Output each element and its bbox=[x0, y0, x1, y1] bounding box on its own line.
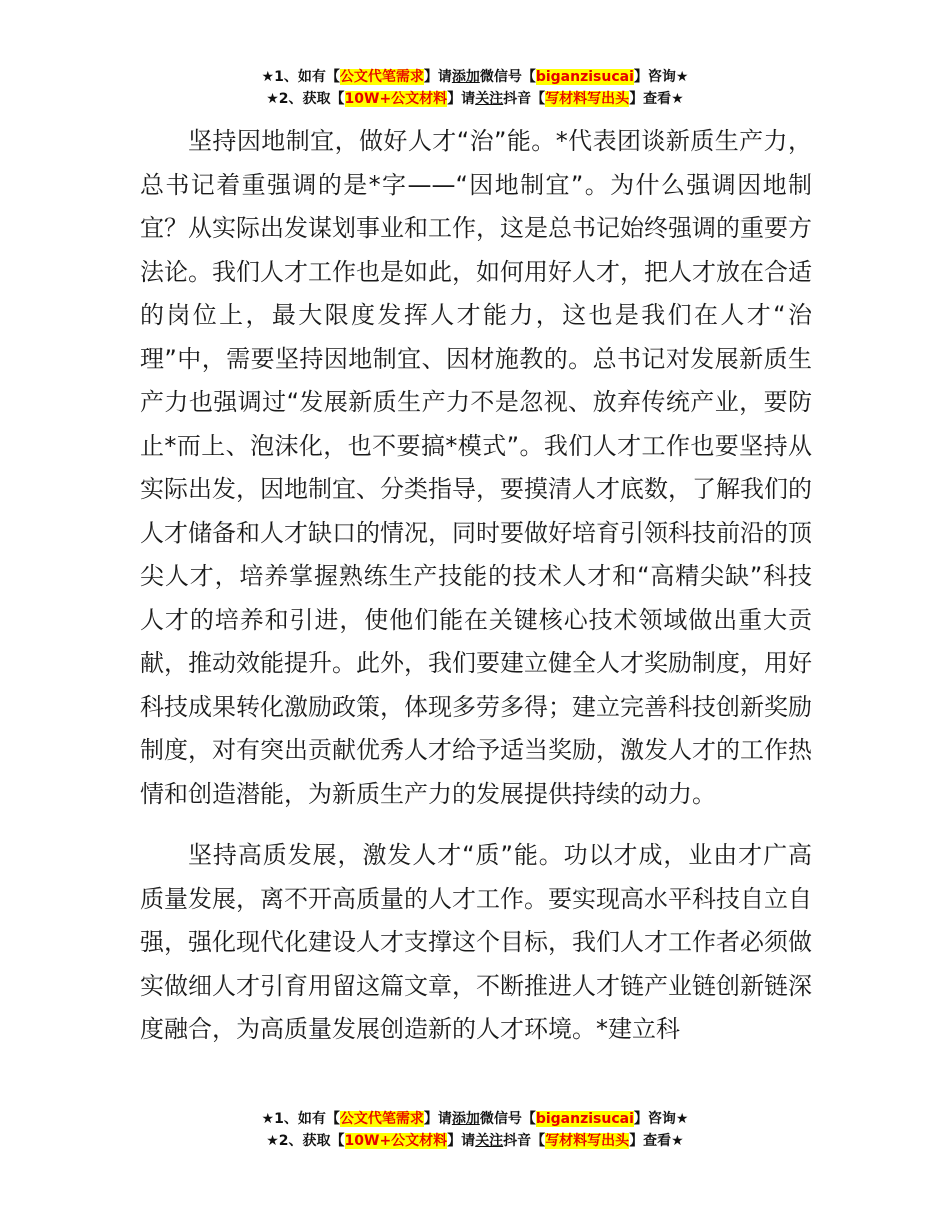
highlight-text: 公文代笔需求 bbox=[339, 69, 424, 85]
highlight-text: 10W+公文材料 bbox=[344, 91, 448, 107]
banner-text: 】查看★ bbox=[629, 91, 684, 107]
paragraph: 坚持高质发展，激发人才“质”能。功以才成，业由才广高质量发展，离不开高质量的人才工作。要实现高水平科技自立自强，强化现代化建设人才支撑这个目标，我们人才工作者必须做实做细人才引育用留这篇文章，不断推进人才链产业链创新链深度融合，为高质量发展创造新的人才环境。*建立科 bbox=[140, 841, 812, 1043]
banner-text: ★2、获取【 bbox=[266, 91, 345, 107]
banner-text: 】请 bbox=[447, 91, 476, 107]
header-banner bbox=[0, 66, 950, 110]
banner-text: 】咨询★ bbox=[633, 1111, 689, 1127]
banner-text: ★2、获取【 bbox=[266, 1133, 345, 1149]
banner-text: 抖音【 bbox=[503, 1133, 546, 1149]
banner-line-1 bbox=[0, 1108, 950, 1130]
wechat-id: biganzisucai bbox=[535, 69, 634, 85]
underlined-text: 添加 bbox=[451, 1111, 480, 1127]
highlight-text: 10W+公文材料 bbox=[344, 1133, 448, 1149]
banner-text: 】查看★ bbox=[629, 1133, 684, 1149]
paragraph: 坚持因地制宜，做好人才“治”能。*代表团谈新质生产力，总书记着重强调的是*字——“因地制宜”。为什么强调因地制宜？从实际出发谋划事业和工作，这是总书记始终强调的重要方法论。我们人才工作也是如此，如何用好人才，把人才放在合适的岗位上，最大限度发挥人才能力，这也是我们在人才“治理”中，需要坚持因地制宜、因材施教的。总书记对发展新质生产力也强调过“发展新质生产力不是忽视、放弃传统产业，要防止*而上、泡沫化，也不要搞*模式”。我们人才工作也要坚持从实际出发，因地制宜、分类指导，要摸清人才底数，了解我们的人才储备和人才缺口的情况，同时要做好培育引领科技前沿的顶尖人才，培养掌握熟练生产技能的技术人才和“高精尖缺”科技人才的培养和引进，使他们能在关键核心技术领域做出重大贡献，推动效能提升。此外，我们要建立健全人才奖励制度，用好科技成果转化激励政策，体现多劳多得；建立完善科技创新奖励制度，对有突出贡献优秀人才给予适当奖励，激发人才的工作热情和创造潜能，为新质生产力的发展提供持续的动力。 bbox=[140, 127, 812, 808]
banner-text: 微信号【 bbox=[479, 1111, 536, 1127]
wechat-id: biganzisucai bbox=[535, 1111, 634, 1127]
banner-text: 】请 bbox=[423, 69, 452, 85]
douyin-id: 写材料写出头 bbox=[545, 1133, 630, 1149]
banner-text: 】请 bbox=[423, 1111, 452, 1127]
underlined-text: 关注 bbox=[475, 91, 504, 107]
banner-line-2 bbox=[0, 1130, 950, 1152]
banner-text: ★1、如有【 bbox=[261, 69, 340, 85]
banner-text: 抖音【 bbox=[503, 91, 546, 107]
banner-line-1 bbox=[0, 66, 950, 88]
douyin-id: 写材料写出头 bbox=[545, 91, 630, 107]
banner-text: 微信号【 bbox=[479, 69, 536, 85]
banner-text: ★1、如有【 bbox=[261, 1111, 340, 1127]
document-body bbox=[140, 120, 812, 1052]
banner-text: 】请 bbox=[447, 1133, 476, 1149]
banner-line-2 bbox=[0, 88, 950, 110]
underlined-text: 关注 bbox=[475, 1133, 504, 1149]
banner-text: 】咨询★ bbox=[633, 69, 689, 85]
highlight-text: 公文代笔需求 bbox=[339, 1111, 424, 1127]
underlined-text: 添加 bbox=[451, 69, 480, 85]
footer-banner bbox=[0, 1108, 950, 1152]
